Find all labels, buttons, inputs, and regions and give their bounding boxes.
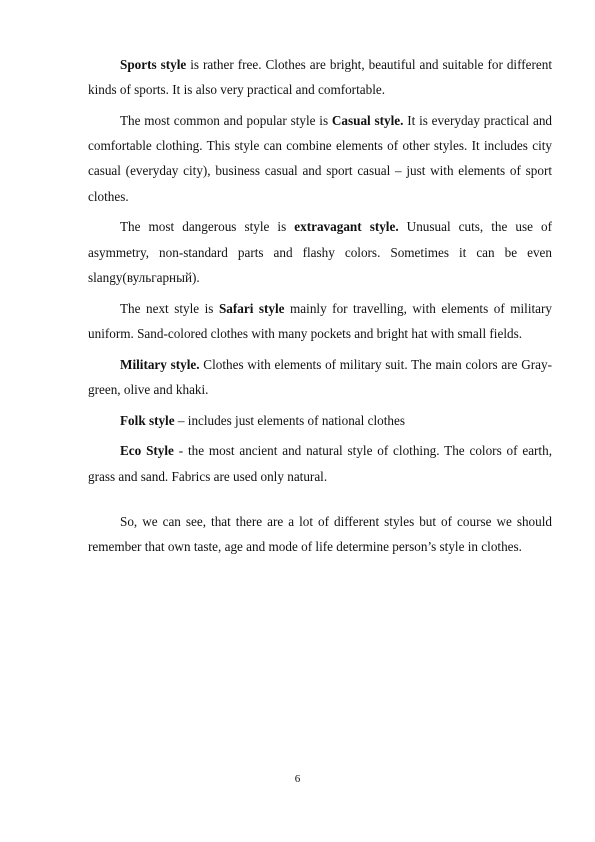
paragraph-conclusion: [88, 509, 552, 559]
paragraph-text: Unusual cuts, the use of asymmetry, non-standard parts and flashy colors. Sometimes it can be even slangy(вульгарный).: [88, 219, 552, 285]
paragraph-lead: The most dangerous style is: [120, 219, 295, 235]
paragraph-text: - the most ancient and natural style of clothing. The colors of earth, grass and sand. Fabrics are used only natural.: [88, 443, 552, 484]
term-folk-style: Folk style: [120, 412, 175, 428]
paragraph-casual-style: [88, 108, 552, 209]
paragraph-text: It is everyday practical and comfortable clothing. This style can combine elements of other styles. It includes city casual (everyday city), business casual and sport casual – just with elements of sport clothes.: [88, 113, 553, 204]
paragraph-sports-style: [88, 52, 552, 102]
paragraph-extravagant-style: [88, 214, 552, 290]
page-number: 6: [294, 773, 301, 785]
paragraph-folk-style: [88, 408, 552, 433]
term-casual-style: Casual style.: [331, 113, 404, 128]
paragraph-safari-style: [88, 296, 552, 346]
term-safari-style: Safari style: [218, 300, 285, 316]
term-extravagant-style: extravagant style.: [294, 219, 399, 235]
document-body: [88, 52, 552, 565]
paragraph-text: So, we can see, that there are a lot of different styles but of course we should remember that own taste, age and mode of life determine person’s style in clothes.: [88, 513, 552, 555]
paragraph-text: mainly for travelling, with elements of military uniform. Sand-colored clothes with many pockets and bright hat with small fields.: [88, 300, 552, 341]
paragraph-lead: The most common and popular style is: [120, 113, 332, 128]
term-eco-style: Eco Style: [120, 443, 174, 459]
term-sports-style: Sports style: [120, 57, 187, 72]
paragraph-text: – includes just elements of national clothes: [174, 412, 405, 428]
paragraph-text: is rather free. Clothes are bright, beautiful and suitable for different kinds of sports. It is also very practical and comfortable.: [88, 57, 552, 98]
paragraph-lead: The next style is: [120, 300, 219, 316]
term-military-style: Military style.: [120, 356, 200, 372]
paragraph-text: Clothes with elements of military suit. The main colors are Gray-green, olive and khaki.: [88, 356, 552, 397]
paragraph-eco-style: [88, 438, 552, 488]
paragraph-military-style: [88, 352, 552, 402]
